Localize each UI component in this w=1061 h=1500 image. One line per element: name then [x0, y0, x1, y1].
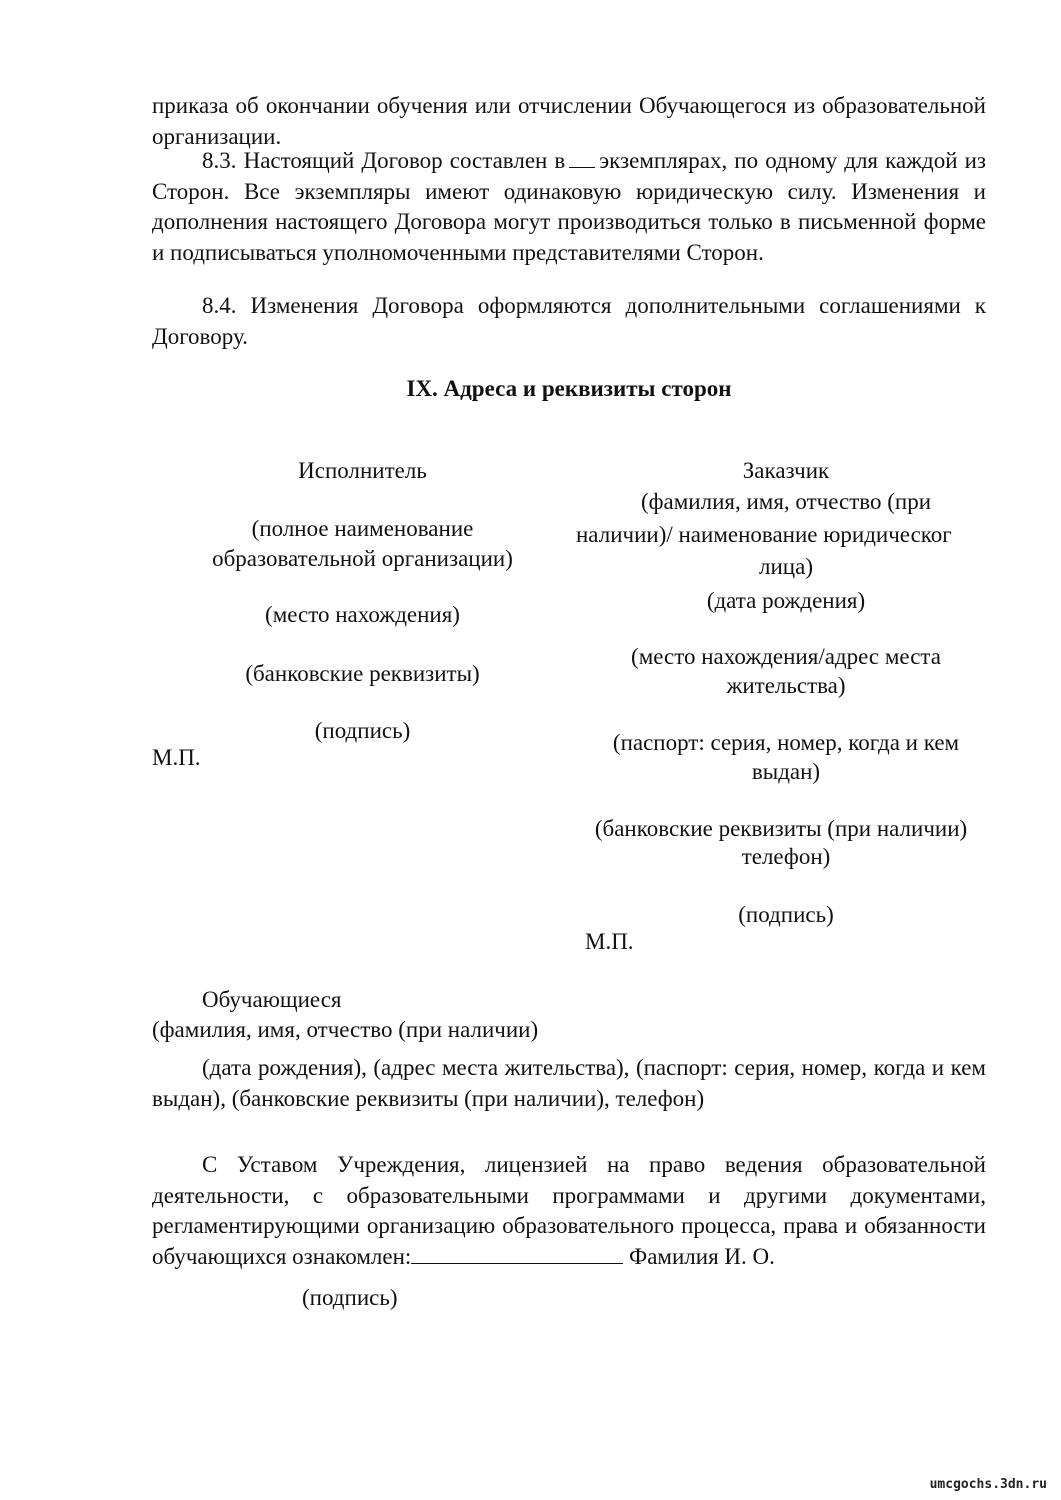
paragraph-8-4: 8.4. Изменения Договора оформляются дополнительными соглашениями к Договору. — [152, 293, 986, 349]
students-heading: Обучающиеся — [202, 987, 342, 1012]
acknowledgement-signature-hint: (подпись) — [302, 1285, 398, 1310]
customer-bank-hint-1: (банковские реквизиты (при наличии) — [594, 816, 968, 841]
executor-location-hint: (место нахождения) — [265, 602, 460, 627]
copies-count-blank — [569, 149, 595, 168]
acknowledgement-paragraph — [152, 1150, 986, 1272]
acknowledgement-name: Фамилия И. О. — [629, 1243, 775, 1269]
customer-address-hint-2: жительства) — [726, 673, 846, 698]
paragraph-8-3-start: 8.3. Настоящий Договор составлен в — [202, 148, 566, 173]
paragraph-8-3-end: экземплярах, по одному для каждой из Сторон. Все экземпляры имеют одинаковую юридическую силу. Изменения и дополнения настоящего Договора могут производиться только в письменной форме и подписываться уполномоченными представителями Сторон. — [152, 148, 987, 265]
section-title: IX. Адреса и реквизиты сторон — [406, 376, 732, 401]
students-name-hint: (фамилия, имя, отчество (при наличии) — [152, 1017, 539, 1042]
customer-passport-hint-1: (паспорт: серия, номер, когда и кем — [612, 730, 960, 755]
executor-heading: Исполнитель — [298, 458, 427, 483]
customer-bank-hint-2: телефон) — [741, 844, 831, 869]
acknowledgement-signature-line — [411, 1245, 623, 1264]
customer-heading: Заказчик — [742, 458, 830, 483]
paragraph-8-2-end: приказа об окончании обучения или отчислении Обучающегося из образовательной организации. — [152, 93, 986, 149]
executor-name-hint: (полное наименование образовательной организации) — [212, 516, 513, 571]
acknowledgement-text: С Уставом Учреждения, лицензией на право ведения образовательной деятельности, с образовательными программами и другими документами, регламентирующими организацию образовательного процесса, права и обязанности обучающихся ознакомлен: — [152, 1152, 986, 1269]
customer-passport-hint-2: выдан) — [751, 759, 821, 784]
customer-name-hint-1: (фамилия, имя, отчество (при — [640, 489, 932, 514]
executor-stamp: М.П. — [152, 745, 201, 770]
students-details-hint: (дата рождения), (адрес места жительства), (паспорт: серия, номер, когда и кем выдан), (банковские реквизиты (при наличии), телефон) — [152, 1055, 986, 1111]
customer-signature-hint: (подпись) — [738, 902, 834, 927]
executor-signature-hint: (подпись) — [314, 718, 411, 743]
paragraph-8-3 — [152, 146, 986, 268]
customer-name-hint-3: лица) — [759, 554, 813, 579]
customer-stamp: М.П. — [585, 929, 634, 954]
customer-birth-hint: (дата рождения) — [706, 588, 866, 613]
customer-address-hint-1: (место нахождения/адрес места — [631, 644, 941, 669]
customer-name-hint-2: наличии)/ наименование юридическог — [576, 522, 952, 547]
site-watermark: umcgochs.3dn.ru — [929, 1477, 1047, 1492]
executor-bank-hint: (банковские реквизиты) — [245, 661, 480, 686]
